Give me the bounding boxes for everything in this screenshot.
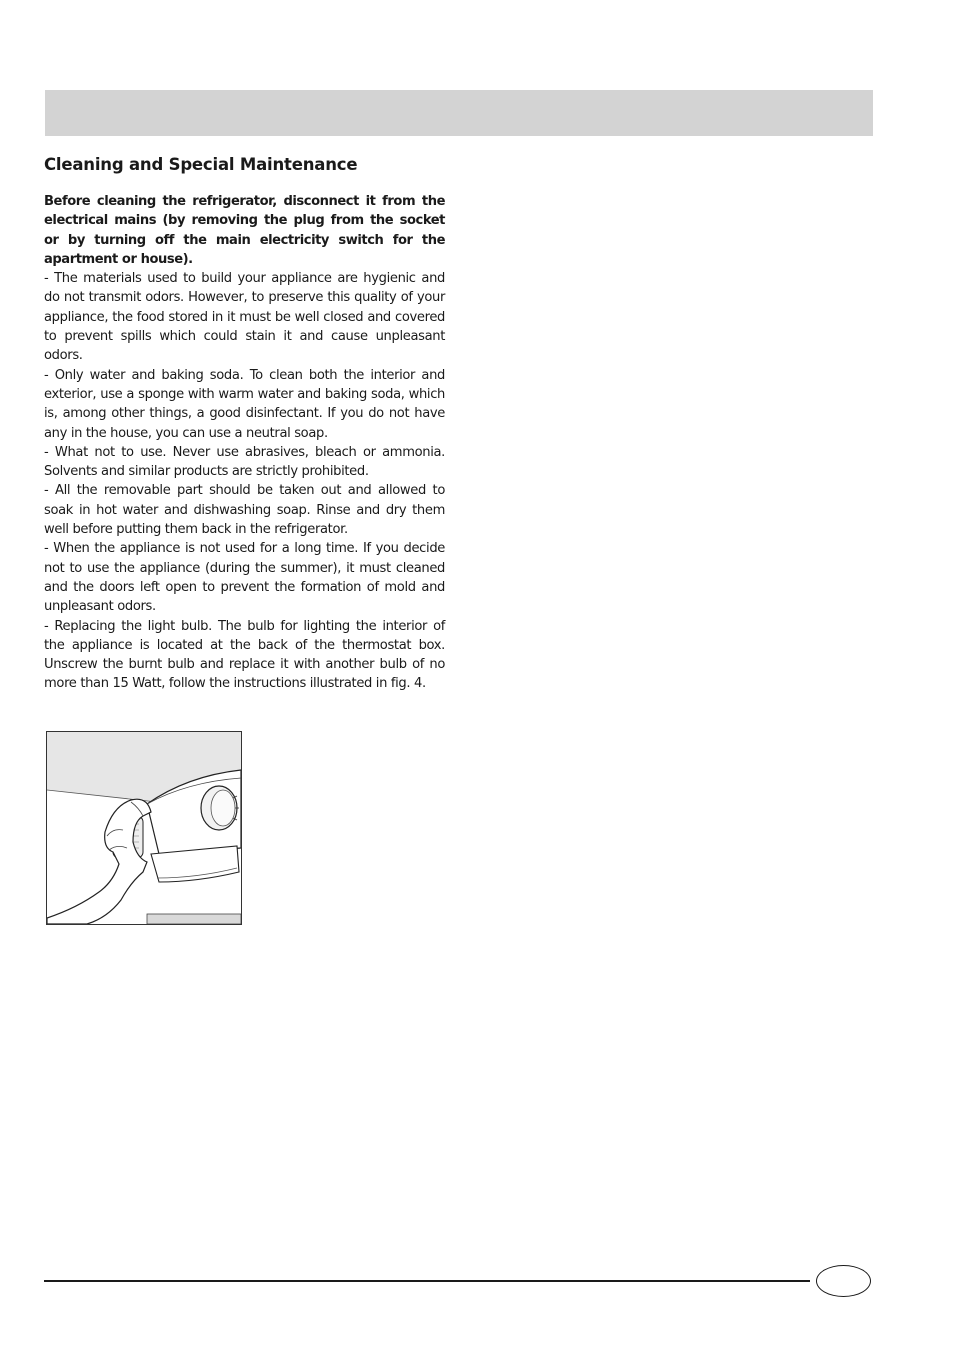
page-number-oval (816, 1265, 871, 1297)
light-bulb-illustration (47, 732, 241, 924)
paragraph-long-time-unused: - When the appliance is not used for a long time. If you decide not to use the appliance (during the summer), it must cleaned and the doors left open to prevent the formation of mold and unpleasant odors. (44, 541, 445, 615)
body-text (44, 192, 445, 694)
shelf-edge (147, 914, 241, 924)
figure-light-bulb-replacement (46, 731, 242, 925)
paragraph-light-bulb: - Replacing the light bulb. The bulb for lighting the interior of the appliance is located at the back of the thermostat box. Unscrew the burnt bulb and replace it with another bulb of no more than 15 Watt, follow the instructions illustrated in fig. 4. (44, 618, 445, 692)
hand-illustration (47, 799, 151, 924)
header-band (45, 90, 873, 136)
paragraph-what-not-to-use: - What not to use. Never use abrasives, bleach or ammonia. Solvents and similar products are strictly prohibited. (44, 444, 445, 480)
paragraph-materials: - The materials used to build your appliance are hygienic and do not transmit odors. However, to preserve this quality of your appliance, the food stored in it must be well closed and covered to prevent spills which could stain it and cause unpleasant odors. (44, 271, 445, 364)
section-title: Cleaning and Special Maintenance (44, 155, 358, 174)
warning-paragraph: Before cleaning the refrigerator, disconnect it from the electrical mains (by removing the plug from the socket or by turning off the main electricity switch for the apartment or house). (44, 194, 445, 267)
footer-rule (44, 1280, 810, 1282)
paragraph-removable-parts: - All the removable part should be taken out and allowed to soak in hot water and dishwashing soap. Rinse and dry them well before putting them back in the refrigerator. (44, 483, 445, 538)
paragraph-water-soda: - Only water and baking soda. To clean both the interior and exterior, use a sponge with warm water and baking soda, which is, among other things, a good disinfectant. If you do not have any in the house, you can use a neutral soap. (44, 367, 445, 441)
